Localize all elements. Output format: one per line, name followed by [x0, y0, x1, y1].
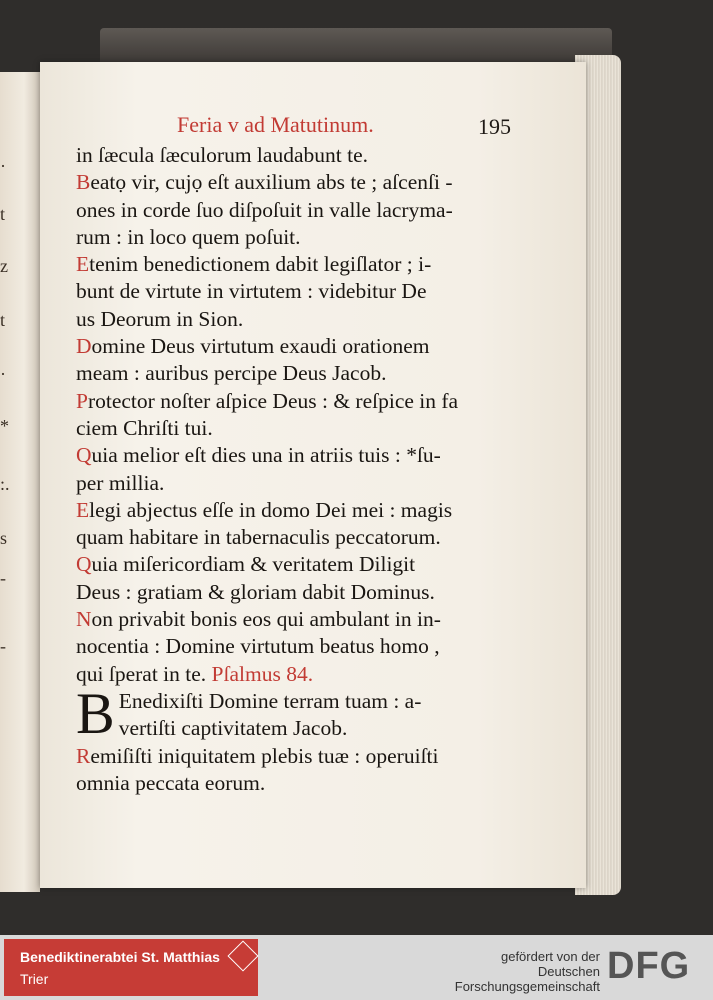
- text-line: [76, 524, 556, 551]
- funding-note: [400, 949, 600, 994]
- text-line: [76, 388, 556, 415]
- line-text: uia miſericordiam & veritatem Diligit: [91, 552, 416, 577]
- text-line: [76, 551, 556, 578]
- manuscript-page: [40, 62, 586, 888]
- dfg-logo[interactable]: DFG: [607, 945, 691, 987]
- line-text: ones in corde ſuo diſpoſuit in valle lacryma-: [76, 197, 453, 222]
- text-line: [76, 770, 556, 797]
- text-line: [76, 142, 556, 169]
- text-line: [76, 306, 556, 333]
- footer-bar: [0, 935, 713, 1000]
- line-text: us Deorum in Sion.: [76, 306, 244, 331]
- line-text: rotector noſter aſpice Deus : & reſpice in fa: [87, 388, 459, 413]
- line-text: tenim benedictionem dabit legiſlator ; i-: [89, 252, 432, 277]
- text-line: [76, 661, 556, 688]
- rubric-initial: P: [76, 388, 88, 413]
- text-line: [76, 470, 556, 497]
- psalm-text: [76, 142, 556, 797]
- line-text: qui ſperat in te.: [76, 661, 212, 686]
- rubric-initial: B: [76, 170, 91, 195]
- line-text: rum : in loco quem poſuit.: [76, 224, 301, 249]
- text-line: [76, 497, 556, 524]
- left-page-marks: · t z t · * :. s - -: [0, 156, 10, 656]
- text-line: [76, 360, 556, 387]
- text-line: [76, 169, 556, 196]
- decorated-initial: B: [76, 687, 115, 743]
- rubric-initial: Q: [76, 443, 92, 468]
- funding-line-2: Deutschen Forschungsgemeinschaft: [454, 964, 600, 994]
- book-cover-edge: [100, 28, 612, 62]
- text-line: [76, 442, 556, 469]
- rubric-initial: E: [76, 497, 90, 522]
- text-line: [76, 197, 556, 224]
- text-line: vertiſti captivitatem Jacob.: [118, 716, 348, 741]
- line-text: bunt de virtute in virtutem : videbitur De: [76, 279, 427, 304]
- text-line: [76, 415, 556, 442]
- text-line: [76, 251, 556, 278]
- line-text: on privabit bonis eos qui ambulant in in-: [91, 607, 441, 632]
- line-text: omine Deus virtutum exaudi orationem: [91, 334, 430, 359]
- line-text: eatọ vir, cujọ eſt auxilium abs te ; aſcenſi -: [90, 170, 453, 195]
- text-line: [76, 606, 556, 633]
- rubric-initial: N: [76, 607, 92, 632]
- line-text: omnia peccata eorum.: [76, 770, 266, 795]
- institution-logo-block[interactable]: [4, 939, 258, 996]
- psalm-opening: [76, 688, 556, 743]
- text-line: [76, 278, 556, 305]
- psalm-heading: Pſalmus 84.: [211, 661, 314, 686]
- line-text: emiſiſti iniquitatem plebis tuæ : operuiſti: [90, 743, 439, 768]
- abbey-emblem-icon: [227, 940, 258, 971]
- rubric-initial: R: [76, 743, 91, 768]
- text-line: [76, 224, 556, 251]
- page-number: 195: [478, 114, 511, 139]
- text-line: Enedixiſti Domine terram tuam : a-: [118, 688, 422, 713]
- line-text: Deus : gratiam & gloriam dabit Dominus.: [76, 579, 435, 604]
- page-header-title: Feria v ad Matutinum.: [177, 112, 374, 137]
- line-text: uia melior eſt dies una in atriis tuis : *ſu-: [91, 443, 441, 468]
- text-line: [76, 743, 556, 770]
- line-text: quam habitare in tabernaculis peccatorum.: [76, 525, 441, 550]
- left-page-fragment: [0, 72, 40, 892]
- rubric-initial: E: [76, 252, 90, 277]
- rubric-initial: Q: [76, 552, 92, 577]
- text-line: [76, 333, 556, 360]
- funding-line-1: gefördert von der: [500, 949, 600, 964]
- text-line: [76, 633, 556, 660]
- rubric-initial: D: [76, 334, 92, 359]
- line-text: per millia.: [76, 470, 165, 495]
- line-text: in ſæcula ſæculorum laudabunt te.: [76, 143, 368, 167]
- line-text: meam : auribus percipe Deus Jacob.: [76, 361, 387, 386]
- line-text: legi abjectus eſſe in domo Dei mei : magis: [89, 497, 453, 522]
- institution-name: Benediktinerabtei St. Matthias: [20, 949, 220, 965]
- line-text: nocentia : Domine virtutum beatus homo ,: [76, 634, 440, 659]
- text-line: [76, 579, 556, 606]
- line-text: ciem Chriſti tui.: [76, 415, 213, 440]
- institution-place: Trier: [20, 971, 49, 987]
